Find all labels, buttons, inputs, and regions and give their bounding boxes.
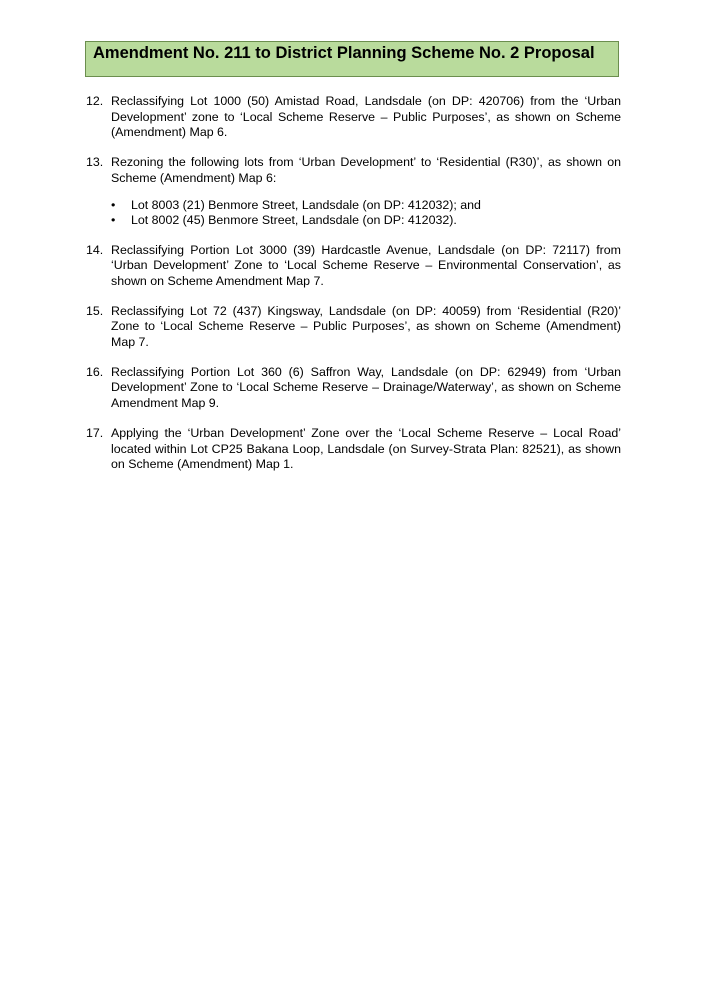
bullet-text: Lot 8003 (21) Benmore Street, Landsdale (on DP: 412032); and [131, 197, 481, 212]
list-item [86, 426, 621, 473]
bullet-item [111, 198, 621, 214]
list-item [86, 365, 621, 412]
item-number: 16. [86, 364, 104, 379]
item-number: 12. [86, 94, 104, 108]
bullet-icon: • [111, 197, 116, 212]
item-text: Applying the ‘Urban Development’ Zone over the ‘Local Scheme Reserve – Local Road’ located within Lot CP25 Bakana Loop, Landsdale (on Survey-Strata Plan: 82521), as shown on Scheme (Amendment) Map 1. [111, 425, 621, 472]
list-item [86, 94, 621, 141]
bullet-text: Lot 8002 (45) Benmore Street, Landsdale (on DP: 412032). [131, 213, 457, 228]
bullet-item [111, 213, 621, 229]
item-text: Rezoning the following lots from ‘Urban Development’ to ‘Residential (R30)’, as shown on Scheme (Amendment) Map 6: [111, 155, 621, 185]
bullet-icon: • [111, 213, 116, 228]
item-text: Reclassifying Lot 1000 (50) Amistad Road, Landsdale (on DP: 420706) from the ‘Urban Development’ zone to ‘Local Scheme Reserve – Public Purposes’, as shown on Scheme (Amendment) Map 6. [111, 94, 621, 140]
list-item [86, 304, 621, 351]
title-box [85, 41, 619, 77]
list-item [86, 155, 621, 228]
lot-bullet-list [111, 198, 621, 229]
amendment-items-list [86, 94, 621, 487]
list-item [86, 243, 621, 290]
item-number: 14. [86, 242, 104, 257]
item-number: 13. [86, 155, 104, 170]
item-text: Reclassifying Lot 72 (437) Kingsway, Landsdale (on DP: 40059) from ‘Residential (R20)’ Zone to ‘Local Scheme Reserve – Public Purposes’, as shown on Scheme (Amendment) Map 7. [111, 303, 621, 350]
item-text: Reclassifying Portion Lot 360 (6) Saffron Way, Landsdale (on DP: 62949) from ‘Urban Development’ Zone to ‘Local Scheme Reserve – Drainage/Waterway’, as shown on Scheme Amendment Map 9. [111, 364, 621, 411]
item-text: Reclassifying Portion Lot 3000 (39) Hardcastle Avenue, Landsdale (on DP: 72117) from ‘Urban Development’ Zone to ‘Local Scheme Reserve – Environmental Conservation’, as shown on Scheme Amendment Map 7. [111, 242, 621, 288]
item-number: 17. [86, 425, 104, 440]
page-title: Amendment No. 211 to District Planning Scheme No. 2 Proposal [93, 44, 595, 62]
item-number: 15. [86, 303, 104, 318]
